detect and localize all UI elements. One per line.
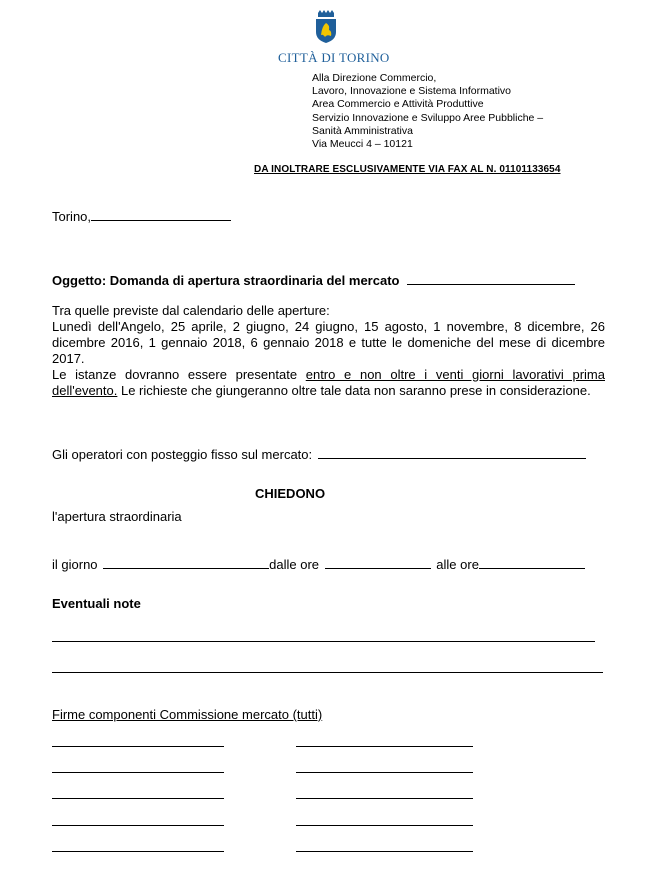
signature-line[interactable]: [52, 798, 224, 799]
fax-notice: DA INOLTRARE ESCLUSIVAMENTE VIA FAX AL N. 01101133654: [254, 164, 561, 175]
intro-text: Tra quelle previste dal calendario delle aperture:: [52, 303, 330, 318]
operators-field[interactable]: [318, 446, 586, 459]
signature-line[interactable]: [52, 746, 224, 747]
signature-line[interactable]: [296, 772, 473, 773]
deadline-text: Le istanze dovranno essere presentate entro e non oltre i venti giorni lavorativi prima dell'evento. Le richieste che giungeranno oltre tale data non saranno prese in considerazione.: [52, 367, 605, 398]
address-line: Servizio Innovazione e Sviluppo Aree Pubbliche –: [312, 111, 544, 124]
dates-text: Lunedì dell'Angelo, 25 aprile, 2 giugno, 24 giugno, 15 agosto, 1 novembre, 8 dicembre, 26 dicembre 2016, 1 gennaio 2018, 6 gennaio 2018 e tutte le domeniche del mese di dicembre 2017.: [52, 319, 605, 366]
place-date-row: [52, 208, 231, 225]
from-label: dalle ore: [269, 557, 320, 572]
to-label: alle ore: [436, 557, 479, 572]
opening-label: l'apertura straordinaria: [52, 509, 182, 524]
signature-line[interactable]: [52, 851, 224, 852]
operators-row: [52, 446, 586, 463]
subject-row: [52, 272, 575, 289]
day-field[interactable]: [103, 556, 269, 569]
signature-line[interactable]: [296, 798, 473, 799]
signature-line[interactable]: [296, 746, 473, 747]
address-line: Alla Direzione Commercio,: [312, 72, 437, 84]
signatures-heading: Firme componenti Commissione mercato (tutti): [52, 707, 323, 722]
place-label: Torino,: [52, 209, 92, 224]
address-block: [312, 72, 543, 151]
coat-of-arms-icon: [313, 10, 339, 44]
signature-line[interactable]: [296, 825, 473, 826]
request-heading: CHIEDONO: [255, 486, 326, 501]
address-line: Via Meucci 4 – 10121: [312, 138, 413, 151]
market-name-field[interactable]: [407, 272, 575, 285]
info-paragraph: [52, 303, 605, 399]
schedule-row: [52, 556, 585, 573]
signature-line[interactable]: [296, 851, 473, 852]
day-label: il giorno: [52, 557, 98, 572]
notes-line[interactable]: [52, 672, 603, 673]
notes-line[interactable]: [52, 641, 595, 642]
from-time-field[interactable]: [325, 556, 431, 569]
deadline-underlined: entro e non oltre i venti giorni lavorativi prima dell'evento.: [52, 367, 605, 398]
date-field[interactable]: [91, 208, 231, 221]
notes-heading: Eventuali note: [52, 596, 141, 611]
signature-line[interactable]: [52, 772, 224, 773]
address-line: Lavoro, Innovazione e Sistema Informativo: [312, 85, 512, 98]
to-time-field[interactable]: [479, 556, 585, 569]
subject-label: Oggetto: Domanda di apertura straordinaria del mercato: [52, 273, 400, 288]
signature-line[interactable]: [52, 825, 224, 826]
address-line: Area Commercio e Attività Produttive: [312, 98, 484, 111]
city-logo-text: CITTÀ DI TORINO: [278, 50, 390, 65]
address-line: Sanità Amministrativa: [312, 124, 413, 137]
operators-label: Gli operatori con posteggio fisso sul mercato:: [52, 447, 313, 462]
